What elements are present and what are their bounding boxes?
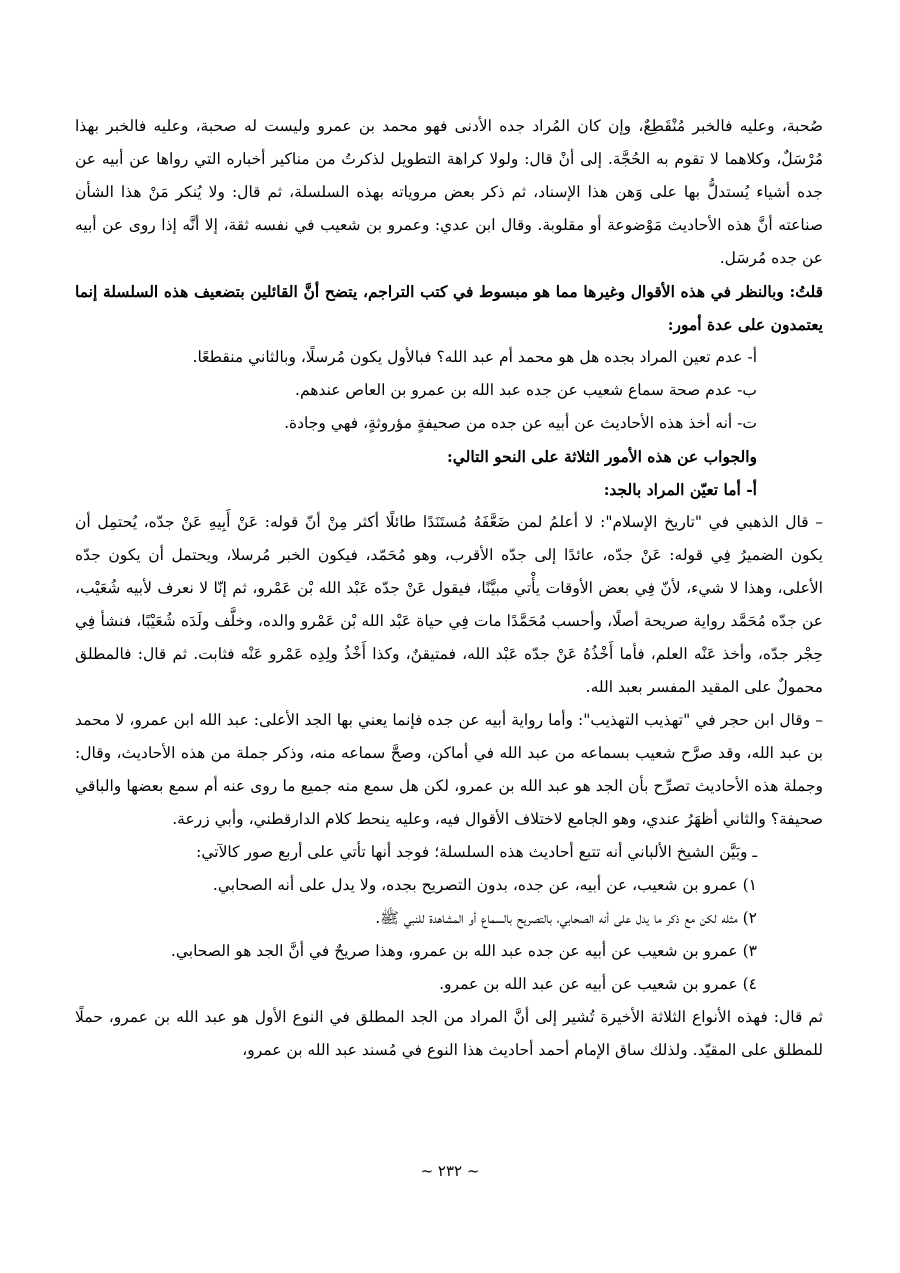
paragraph-albani: ـ وبَيَّن الشيخ الألباني أنه تتبع أحاديث هذه السلسلة؛ فوجد أنها تأتي على أربع صور كالآتي: xyxy=(196,843,757,861)
list-item-a: أ- عدم تعين المراد بجده هل هو محمد أم عبد الله؟ فبالأول يكون مُرسلًا، وبالثاني منقطعًا. xyxy=(192,348,757,366)
paragraph-dhahabi: – قال الذهبي في "تاريخ الإسلام": لا أعلمُ لمن ضَعَّفَهُ مُستَنَدًا طائلًا أكثر مِنْ أنّ قوله: عَنْ أَبِيهِ عَنْ جدّه، يُحتمِل أن يكون الضميرُ فِي قوله: عَنْ جدّه، عائدًا إلى جدّه الأقرب، وهو مُحَمّد، فيكون الخبر مُرسلا، ويحتمل أن يكون جدّه الأعلى، وهذا لا شيء، لأنّ فِي بعض الأوقات يأْتي مبيَّنًا، فيقول عَنْ جدّه عَبْد الله بْن عَمْرو، ثم إنّا لا نعرف لأبيه شُعَيْب، عن جدّه مُحَمَّد رواية صريحة أصلًا، وأحسب مُحَمَّدًا مات فِي حياة عَبْد الله بْن عَمْرو والده، وخلَّف ولَدَه شُعَيْبًا، فنشأ فِي حِجْر جدّه، وأخذ عَنْه العلم، فأما أَخْذُهُ عَنْ جدّه عَبْد الله، فمتيقنٌ، وكذا أَخْذُ ولِدِه عَمْرو عَنْه فثابت. ثم قال: فالمطلق محمولٌ على المقيد المفسر بعبد الله. xyxy=(75,513,823,696)
page-body xyxy=(75,110,823,1067)
paragraph-ibn-hajar: – وقال ابن حجر في "تهذيب التهذيب": وأما رواية أبيه عن جده فإنما يعني بها الجد الأعلى: عبد الله ابن عمرو، لا محمد بن عبد الله، وقد صرَّح شعيب بسماعه من عبد الله في أماكن، وصحَّ سماعه منه، وذكر جملة من هذه الأحاديث، وقال: وجملة هذه الأحاديث تصرِّح بأن الجد هو عبد الله بن عمرو، لكن هل سمع منه جميع ما روى عنه أم سمع بعضها والباقي صحيفة؟ والثاني أظهَرُ عندي، وهو الجامع لاختلاف الأقوال فيه، وعليه ينحط كلام الدارقطني، وأبي زرعة. xyxy=(75,711,823,828)
list-item-t: ت- أنه أخذ هذه الأحاديث عن أبيه عن جده من صحيفةٍ مؤروثةٍ، فهي وجادة. xyxy=(284,414,757,432)
answer-heading: والجواب عن هذه الأمور الثلاثة على النحو التالي: xyxy=(446,447,757,466)
paragraph-final: ثم قال: فهذه الأنواع الثلاثة الأخيرة تُشير إلى أنَّ المراد من الجد المطلق في النوع الأول هو عبد الله بن عمرو، حملًا للمطلق على المقيّد. ولذلك ساق الإمام أحمد أحاديث هذا النوع في مُسند عبد الله بن عمرو، xyxy=(75,1008,823,1059)
numbered-item-4: ٤) عمرو بن شعيب عن أبيه عن عبد الله بن عمرو. xyxy=(439,975,757,993)
page-number: ~ ٢٣٢ ~ xyxy=(420,1162,480,1180)
paragraph-1: صُحبة، وعليه فالخبر مُنْقَطِعٌ، وإن كان المُراد جده الأدنى فهو محمد بن عمرو وليست له صحبة، وعليه فالخبر بهذا مُرْسَلٌ، وكلاهما لا تقوم به الحُجَّة. إلى أنْ قال: ولولا كراهة التطويل لذكرتُ من مناكير أخباره التي رواها عن أبيه عن جده أشياء يُستدلُّ بها على وَهن هذا الإسناد، ثم ذكر بعض مروياته بهذه السلسلة، ثم قال: ولا يُنكر مَنْ هذا الشأن صناعته أنَّ هذه الأحاديث مَوْضوعة أو مقلوبة. وقال ابن عدي: وعمرو بن شعيب في نفسه ثقة، إلا أنَّه إذا روى عن أبيه عن جده مُرسَل. xyxy=(75,117,823,267)
numbered-item-2: ٢) مثله لكن مع ذكر ما يدل على أنه الصحابي، بالتصريح بالسماع أو المشاهدة للنبي ﷺ. xyxy=(375,909,757,927)
section-heading-a: أ- أما تعيّن المراد بالجد: xyxy=(603,480,757,499)
numbered-item-1: ١) عمرو بن شعيب، عن أبيه، عن جده، بدون التصريح بجده، ولا يدل على أنه الصحابي. xyxy=(212,876,757,894)
paragraph-conclusion: قلتُ: وبالنظر في هذه الأقوال وغيرها مما هو مبسوط في كتب التراجم، يتضح أنَّ القائلين بتضعيف هذه السلسلة إنما يعتمدون على عدة أمور: xyxy=(75,282,823,334)
numbered-item-3: ٣) عمرو بن شعيب عن أبيه عن جده عبد الله بن عمرو، وهذا صريحٌ في أنَّ الجد هو الصحابي. xyxy=(170,942,757,960)
list-item-b: ب- عدم صحة سماع شعيب عن جده عبد الله بن عمرو بن العاص عندهم. xyxy=(295,381,757,399)
